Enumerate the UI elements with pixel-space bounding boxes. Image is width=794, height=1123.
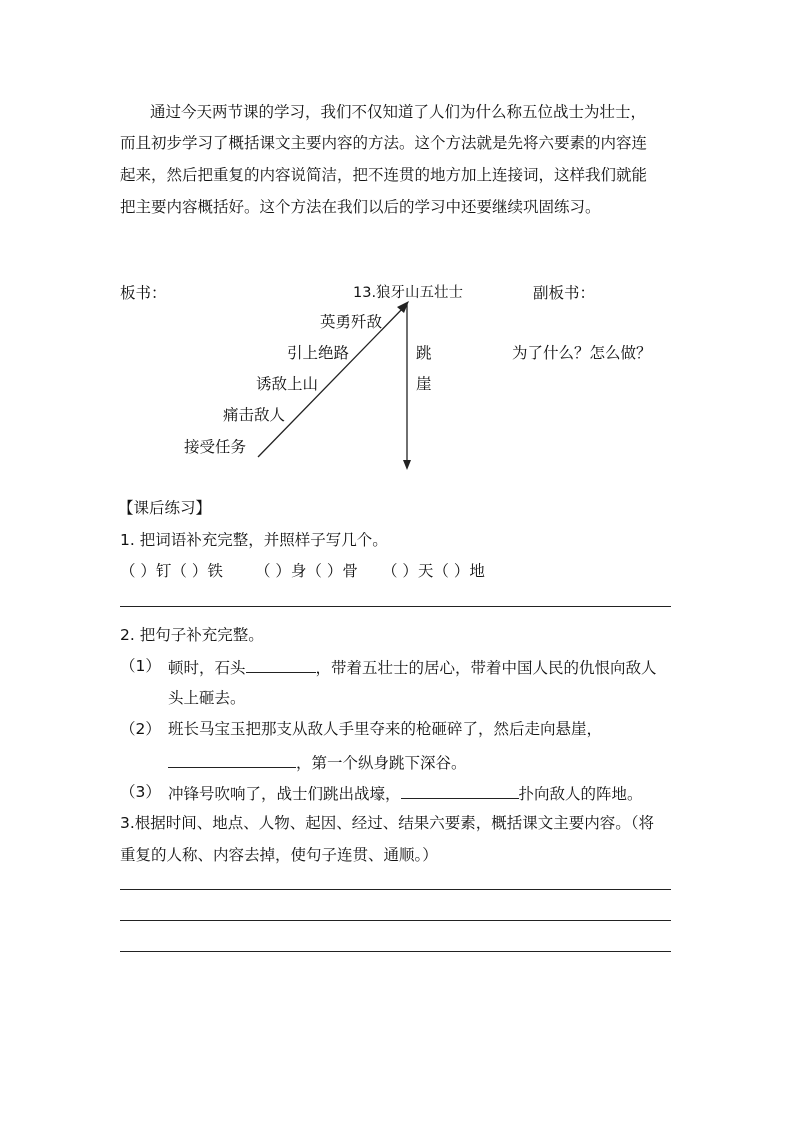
q2-s3-blank[interactable] <box>401 782 519 799</box>
board-step-3: 诱敌上山 <box>256 375 319 393</box>
summary-line: 把主要内容概括好。这个方法在我们以后的学习中还要继续巩固练习。 <box>120 198 601 216</box>
vertical-char-cliff: 崖 <box>416 375 432 393</box>
q3-answer-line-3[interactable] <box>120 951 671 952</box>
board-label: 板书： <box>120 284 167 302</box>
q2-s1-text-b: ，带着五壮士的居心，带着中国人民的仇恨向敌人 <box>315 659 657 677</box>
q3-text-line-2: 重复的人称、内容去掉，使句子连贯、通顺。） <box>120 846 438 864</box>
side-board-question: 为了什么？怎么做？ <box>512 344 652 362</box>
board-step-4: 痛击敌人 <box>223 406 286 424</box>
ascending-line <box>258 306 405 457</box>
q2-text: 2. 把句子补充完整。 <box>120 626 264 644</box>
descending-arrowhead <box>403 460 411 470</box>
vertical-char-jump: 跳 <box>416 344 432 362</box>
board-title: 13.狼牙山五壮士 <box>353 285 464 301</box>
q1-item-2: （ ）身（ ）骨 <box>255 562 358 580</box>
summary-line: 起来，然后把重复的内容说简洁，把不连贯的地方加上连接词，这样我们就能 <box>120 166 648 184</box>
q2-s3-number: （3） <box>120 783 161 801</box>
q3-answer-line-2[interactable] <box>120 920 671 921</box>
summary-line: 而且初步学习了概括课文主要内容的方法。这个方法就是先将六要素的内容连 <box>120 134 648 152</box>
q2-s2-number: （2） <box>120 720 161 738</box>
board-step-2: 引上绝路 <box>287 344 350 362</box>
q2-s1-text-a: 顿时，石头 <box>168 659 246 677</box>
q2-s2-blank[interactable] <box>168 751 296 768</box>
side-board-label: 副板书： <box>533 284 596 302</box>
q1-answer-line[interactable] <box>120 606 671 607</box>
q2-s2-text-b: ，第一个纵身跳下深谷。 <box>296 754 467 772</box>
q3-text-line-1: 3.根据时间、地点、人物、起因、经过、结果六要素，概括课文主要内容。（将 <box>120 814 655 832</box>
q2-s2-text-a: 班长马宝玉把那支从敌人手里夺来的枪砸碎了，然后走向悬崖， <box>168 720 603 738</box>
q2-s3-text-b: 扑向敌人的阵地。 <box>518 785 643 803</box>
q2-s2-line <box>168 751 467 773</box>
q1-text: 1. 把词语补充完整，并照样子写几个。 <box>120 531 388 549</box>
q2-s1-blank[interactable] <box>246 656 316 673</box>
q2-s3-line <box>168 782 643 804</box>
board-step-5: 接受任务 <box>184 438 247 456</box>
q3-answer-line-1[interactable] <box>120 889 671 890</box>
q2-s1-text-c: 头上砸去。 <box>168 689 246 707</box>
q1-item-3: （ ）天（ ）地 <box>382 562 485 580</box>
summary-line: 通过今天两节课的学习，我们不仅知道了人们为什么称五位战士为壮士， <box>150 103 647 121</box>
q2-s1-number: （1） <box>120 657 161 675</box>
exercises-heading: 【课后练习】 <box>118 499 212 517</box>
q2-s3-text-a: 冲锋号吹响了，战士们跳出战壕， <box>168 785 401 803</box>
board-step-1: 英勇歼敌 <box>320 313 383 331</box>
q1-item-1: （ ）钉（ ）铁 <box>120 562 223 580</box>
q2-s1-line <box>168 656 657 678</box>
